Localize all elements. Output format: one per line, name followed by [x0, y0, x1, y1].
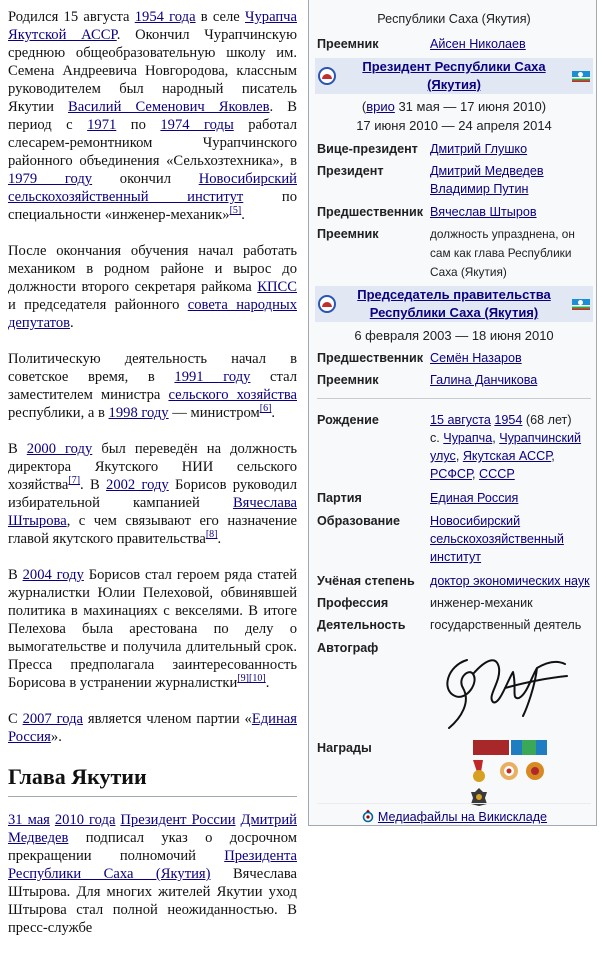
text: . В период с: [8, 99, 298, 133]
text: .: [70, 315, 74, 331]
link-2002[interactable]: 2002 году: [106, 477, 169, 493]
link-yakut-assr[interactable]: Якутская АССР: [462, 449, 552, 463]
link-1954[interactable]: 1954: [494, 413, 523, 427]
link-2010[interactable]: 2010 года: [54, 812, 116, 828]
text: В: [8, 441, 27, 457]
award-ribbon-icon[interactable]: [511, 740, 547, 755]
text: в селе: [195, 9, 245, 25]
text: В: [8, 567, 23, 583]
link-president-russia[interactable]: Президент России: [120, 812, 236, 828]
link-doctor-economics[interactable]: доктор экономических наук: [430, 574, 590, 588]
link-kpss[interactable]: КПСС: [257, 279, 297, 295]
link-rsfsr[interactable]: РСФСР: [430, 467, 473, 481]
text: ,: [551, 449, 555, 463]
label: Рождение: [317, 413, 379, 427]
link-danchikova[interactable]: Галина Данчикова: [430, 373, 538, 387]
section-header-chairman: [315, 286, 593, 322]
emblem-icon: [318, 295, 336, 313]
link-shtyrov[interactable]: Вячеслав Штыров: [430, 205, 537, 219]
paragraph-institute: [8, 440, 297, 548]
label: Образование: [317, 514, 400, 528]
label: Преемник: [317, 37, 379, 51]
link-2000[interactable]: 2000 году: [26, 441, 93, 457]
link-nazarov[interactable]: Семён Назаров: [430, 351, 522, 365]
president-period-2: 17 июня 2010 — 24 апреля 2014: [356, 118, 552, 133]
link-medvedev[interactable]: Дмитрий Медведев: [8, 812, 297, 846]
text: .: [265, 675, 270, 691]
text: После окончания обучения начал работать механиком в родном районе и вырос до должности второго секретаря райкома: [8, 243, 297, 295]
label: Предшественник: [317, 205, 424, 219]
paragraph-biography: [8, 8, 297, 224]
link-glushko[interactable]: Дмитрий Глушко: [430, 142, 528, 156]
text: (68 лет): [522, 413, 572, 427]
link-yakovlev[interactable]: Василий Семенович Яковлев: [68, 99, 270, 115]
commons-row: [317, 808, 591, 826]
link-commons[interactable]: Медиафайлы на Викискладе: [377, 810, 548, 824]
link-putin[interactable]: Владимир Путин: [430, 182, 529, 196]
text: Родился 15 августа: [8, 9, 135, 25]
text: (: [361, 99, 367, 114]
text: с.: [430, 431, 444, 445]
ref-8[interactable]: [8]: [205, 529, 218, 541]
text: Борисов стал героем ряда статей журналистки Юлии Пелеховой, обвинявшей политика в махинациях с векселями. В итоге Пелехова была арестована по делу о вымогательстве и получила длительный срок. Пресса предполагала заинтересованность Борисова в устранении журналистки: [8, 567, 298, 691]
text: и председателя районного: [8, 297, 188, 313]
flag-icon: [572, 299, 590, 310]
president-period-1: [317, 98, 591, 116]
text: — министром: [168, 405, 260, 421]
link-15-august[interactable]: 15 августа: [430, 413, 491, 427]
link-1974[interactable]: 1974 годы: [160, 117, 234, 133]
link-vrio[interactable]: врио: [366, 99, 395, 114]
ref-10[interactable]: [10]: [249, 673, 266, 685]
text: республики, а в: [8, 405, 109, 421]
infobox: [308, 0, 597, 826]
link-2007[interactable]: 2007 года: [22, 711, 84, 727]
ref-5[interactable]: [5]: [229, 205, 242, 217]
label: Профессия: [317, 596, 389, 610]
label: Преемник: [317, 373, 379, 387]
label: Награды: [317, 741, 372, 755]
link-president-sakha[interactable]: Президента Республики Саха (Якутия): [8, 848, 297, 882]
link-united-russia[interactable]: Единая Россия: [8, 711, 297, 745]
text: ,: [455, 449, 463, 463]
link-1971[interactable]: 1971: [87, 117, 117, 133]
label: Вице-президент: [317, 142, 418, 156]
text: по специальности «инженер-механик»: [8, 189, 297, 223]
link-united-russia[interactable]: Единая Россия: [430, 491, 519, 505]
link-nsau[interactable]: Новосибирский сельскохозяйственный институт: [8, 171, 297, 205]
value: должность упразднена, он сам как глава Республики Саха (Якутия): [430, 227, 575, 279]
paragraph-politics: [8, 350, 297, 422]
commons-icon: [361, 809, 375, 823]
section-heading: Глава Якутии: [8, 764, 297, 797]
value: государственный деятель: [430, 618, 582, 632]
paragraph-head: [8, 811, 297, 937]
award-ribbon-icon[interactable]: [473, 740, 509, 755]
link-shtyrov[interactable]: Вячеслава Штырова: [8, 495, 297, 529]
chairman-period: 6 февраля 2003 — 18 июня 2010: [354, 328, 554, 343]
link-1979[interactable]: 1979 году: [8, 171, 93, 187]
link-soviet[interactable]: совета народных депутатов: [8, 297, 297, 331]
link-yakut-assr[interactable]: Якутской АССР: [8, 27, 117, 43]
text: работал слесарем-ремонтником Чурапчинского районного объединения «Сельхозтехника», в: [8, 117, 297, 169]
text: . В: [80, 477, 107, 493]
text: Борисов руководил избирательной кампанией: [8, 477, 298, 511]
text: подписал указ о досрочном прекращении полномочий: [8, 830, 297, 864]
link-churapcha[interactable]: Чурапча: [443, 431, 493, 445]
text: С: [8, 711, 23, 727]
label: Президент: [317, 164, 384, 178]
signature-image: [427, 638, 569, 734]
value: [430, 411, 592, 483]
label: Учёная степень: [317, 574, 415, 588]
label: Автограф: [317, 641, 379, 655]
text: .: [217, 531, 222, 547]
label: Предшественник: [317, 351, 424, 365]
text: Политическую деятельность начал в советское время, в: [8, 351, 297, 385]
link-nsau[interactable]: Новосибирский сельскохозяйственный институт: [430, 514, 564, 564]
order-icon[interactable]: [469, 786, 489, 808]
value: инженер-механик: [430, 596, 533, 610]
link-1998[interactable]: 1998 году: [108, 405, 169, 421]
paragraph-pelekhova: [8, 566, 297, 692]
text: ,: [472, 467, 480, 481]
text: Вячеслава Штырова. Для многих жителей Якутии уход Штырова стал полной неожиданностью. В пресс-службе: [8, 866, 297, 936]
ref-9[interactable]: [9]: [237, 673, 250, 685]
text: является членом партии «: [83, 711, 252, 727]
link-president-sakha[interactable]: Президент Республики Саха (Якутия): [362, 59, 546, 92]
divider: [317, 398, 591, 399]
text: .: [241, 207, 245, 223]
text: .: [271, 405, 276, 421]
label: Партия: [317, 491, 362, 505]
text: стал заместителем министра: [8, 369, 297, 403]
link-churapcha[interactable]: Чурапча: [245, 9, 297, 25]
text: окончил: [92, 171, 199, 187]
paragraph-career: [8, 242, 297, 332]
link-agriculture[interactable]: сельского хозяйства: [168, 387, 297, 403]
link-1991[interactable]: 1991 году: [174, 369, 251, 385]
ref-7[interactable]: [7]: [68, 475, 81, 487]
link-2004[interactable]: 2004 году: [22, 567, 84, 583]
emblem-icon: [318, 67, 336, 85]
text: . Окончил Чурапчинскую среднюю общеобразовательную школу им. Семена Андреевича Новгородова, классным руководителем был народный писатель Якутии: [8, 27, 297, 115]
link-chairman-sakha[interactable]: Председатель правительства Республики Саха (Якутия): [357, 287, 551, 320]
text: по: [116, 117, 161, 133]
text: ,: [492, 431, 500, 445]
link-churapcha-ulus[interactable]: Чурапчинский улус: [430, 431, 582, 463]
link-nikolaev[interactable]: Айсен Николаев: [430, 37, 526, 51]
ref-6[interactable]: [6]: [259, 403, 272, 415]
infobox-top-value: Республики Саха (Якутия): [377, 12, 531, 26]
link-31-may[interactable]: 31 мая: [8, 812, 50, 828]
link-1954[interactable]: 1954 года: [134, 9, 196, 25]
article-body: [8, 8, 297, 955]
text: был переведён на должность директора Якутского НИИ сельского хозяйства: [8, 441, 298, 493]
flag-icon: [572, 71, 590, 82]
divider: [317, 803, 591, 804]
order-icon[interactable]: [469, 758, 555, 784]
text: , с чем связывают его назначение главой якутского правительства: [8, 513, 297, 547]
section-header-president: [315, 58, 593, 94]
link-medvedev[interactable]: Дмитрий Медведев: [430, 164, 544, 178]
text: ».: [50, 729, 62, 745]
text: 31 мая — 17 июня 2010): [394, 99, 547, 114]
label: Преемник: [317, 227, 379, 241]
link-ussr[interactable]: СССР: [479, 467, 515, 481]
paragraph-party: [8, 710, 297, 746]
label: Деятельность: [317, 618, 406, 632]
